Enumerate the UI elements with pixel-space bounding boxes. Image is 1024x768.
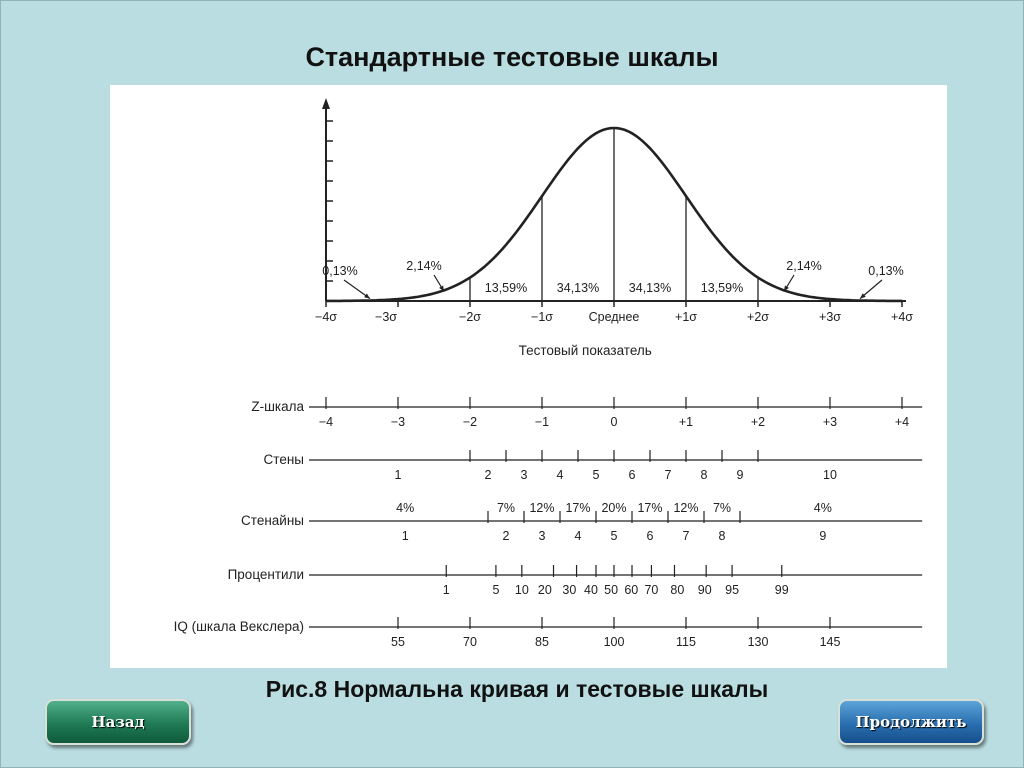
scale-value-label: 60 xyxy=(624,583,639,597)
scale-value-label: 1 xyxy=(401,529,409,543)
scale-percent-label: 12% xyxy=(529,501,555,515)
scale-percent-label: 4% xyxy=(396,501,415,515)
scale-percent-label: 17% xyxy=(637,501,663,515)
scale-value-label: 115 xyxy=(676,635,696,649)
scale-value-label: −3 xyxy=(390,415,406,429)
scale-value-label: 10 xyxy=(514,583,529,597)
scale-value-label: −4 xyxy=(318,415,334,429)
scale-value-label: 90 xyxy=(697,583,712,597)
region-percent-label: 34,13% xyxy=(556,281,600,295)
scale-value-label: 5 xyxy=(492,583,500,597)
scale-value-label: 6 xyxy=(628,468,636,482)
y-axis-arrow xyxy=(322,98,330,109)
scale-value-label: 3 xyxy=(520,468,528,482)
scale-value-label: 1 xyxy=(442,583,450,597)
region-percent-label: 34,13% xyxy=(628,281,672,295)
scale-name: Процентили xyxy=(227,567,304,582)
curve-tick-label: +1σ xyxy=(675,310,697,324)
region-percent-label: 13,59% xyxy=(700,281,744,295)
figure-caption: Рис.8 Нормальна кривая и тестовые шкалы xyxy=(265,676,769,702)
scale-percent-label: 12% xyxy=(673,501,699,515)
scale-value-label: 9 xyxy=(736,468,744,482)
scale-value-label: 70 xyxy=(644,583,659,597)
scale-value-label: 10 xyxy=(823,468,837,482)
scale-value-label: 2 xyxy=(502,529,510,543)
tail-arrow-head xyxy=(364,294,370,299)
scale-value-label: 7 xyxy=(664,468,672,482)
x-axis-title: Тестовый показатель xyxy=(518,343,652,358)
scale-value-label: 6 xyxy=(646,529,654,543)
curve-tick-label: −1σ xyxy=(531,310,553,324)
scale-value-label: −1 xyxy=(534,415,550,429)
scale-value-label: 3 xyxy=(538,529,546,543)
scale-value-label: −2 xyxy=(462,415,478,429)
scale-value-label: 20 xyxy=(537,583,552,597)
scale-value-label: 100 xyxy=(603,635,625,649)
back-button[interactable]: Назад xyxy=(45,699,191,745)
scale-value-label: 5 xyxy=(610,529,618,543)
scale-value-label: 8 xyxy=(700,468,708,482)
scale-value-label: +2 xyxy=(750,415,766,429)
scale-percent-label: 7% xyxy=(496,501,516,515)
scale-value-label: 95 xyxy=(725,583,740,597)
region-percent-label: 13,59% xyxy=(484,281,528,295)
scale-value-label: 2 xyxy=(484,468,492,482)
scale-value-label: 9 xyxy=(819,529,827,543)
curve-tick-label: +3σ xyxy=(819,310,841,324)
scale-value-label: +3 xyxy=(822,415,838,429)
scale-value-label: 0 xyxy=(610,415,618,429)
scale-value-label: 1 xyxy=(394,468,402,482)
tail-percent-label: 2,14% xyxy=(406,259,442,273)
tail-percent-label: 0,13% xyxy=(322,264,358,278)
scale-name: IQ (шкала Векслера) xyxy=(173,619,304,634)
curve-tick-label: +2σ xyxy=(747,310,769,324)
tail-percent-label: 0,13% xyxy=(868,264,904,278)
scale-value-label: 99 xyxy=(774,583,789,597)
scale-value-label: 55 xyxy=(391,635,405,649)
scale-name: Стены xyxy=(263,452,304,467)
figure-panel xyxy=(110,85,947,668)
continue-button[interactable]: Продолжить xyxy=(838,699,984,745)
curve-tick-label: +4σ xyxy=(891,310,913,324)
scale-value-label: 30 xyxy=(562,583,577,597)
scale-value-label: 70 xyxy=(463,635,477,649)
scale-percent-label: 20% xyxy=(601,501,627,515)
scale-value-label: 4 xyxy=(574,529,582,543)
curve-tick-label: −4σ xyxy=(315,310,337,324)
scale-value-label: 130 xyxy=(747,635,769,649)
curve-tick-label: −2σ xyxy=(459,310,481,324)
scale-value-label: +1 xyxy=(678,415,694,429)
scale-value-label: +4 xyxy=(894,415,910,429)
scale-value-label: 50 xyxy=(604,583,619,597)
scale-value-label: 145 xyxy=(819,635,841,649)
slide-title: Стандартные тестовые шкалы xyxy=(305,42,719,72)
scale-percent-label: 17% xyxy=(565,501,591,515)
scale-value-label: 8 xyxy=(718,529,726,543)
scale-percent-label: 4% xyxy=(813,501,832,515)
scale-value-label: 7 xyxy=(682,529,690,543)
curve-tick-label: −3σ xyxy=(375,310,397,324)
normal-curve-figure xyxy=(110,85,947,668)
scale-value-label: 40 xyxy=(584,583,598,597)
scale-value-label: 80 xyxy=(670,583,685,597)
curve-tick-label: Среднее xyxy=(588,310,640,324)
tail-percent-label: 2,14% xyxy=(786,259,822,273)
scale-value-label: 4 xyxy=(556,468,564,482)
scale-value-label: 5 xyxy=(592,468,600,482)
scale-name: Стенайны xyxy=(241,513,304,528)
scale-percent-label: 7% xyxy=(712,501,732,515)
scale-value-label: 85 xyxy=(535,635,549,649)
scale-name: Z-шкала xyxy=(251,399,304,414)
